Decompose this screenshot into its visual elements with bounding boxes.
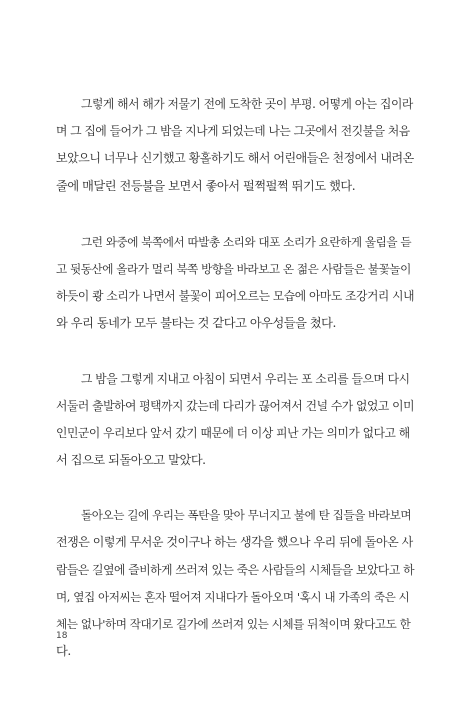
text-line: 람들은 길옆에 즐비하게 쓰러져 있는 죽은 사람들의 시체들을 보았다고 하 bbox=[56, 562, 415, 577]
paragraph-2 bbox=[56, 229, 414, 338]
text-line: 체는 없나'하며 작대기로 길가에 쓰러져 있는 시체를 뒤척이며 왔다고도 한 bbox=[56, 617, 411, 631]
body-text bbox=[56, 91, 414, 665]
page-number: 18 bbox=[56, 631, 68, 641]
text-line: 인민군이 우리보다 앞서 갔기 때문에 더 이상 피난 가는 의미가 없다고 해 bbox=[56, 425, 410, 440]
text-line: 보았으니 너무나 신기했고 황홀하기도 해서 어린애들은 천정에서 내려온 bbox=[56, 151, 414, 166]
text-line: 그런 와중에 북쪽에서 따발총 소리와 대포 소리가 요란하게 울림을 듣 bbox=[81, 234, 412, 249]
text-line: 서 집으로 되돌아오고 말았다. bbox=[56, 453, 206, 468]
text-line: 고 뒷동산에 올라가 멀리 북쪽 방향을 바라보고 온 젊은 사람들은 불꽃놀이 bbox=[56, 261, 411, 276]
paragraph-1 bbox=[56, 91, 414, 200]
text-line: 줄에 매달린 전등불을 보면서 좋아서 펄쩍펄쩍 뛰기도 했다. bbox=[56, 178, 356, 193]
text-line: 다. bbox=[56, 644, 71, 659]
paragraph-3 bbox=[56, 366, 414, 475]
text-line: 돌아오는 길에 우리는 폭탄을 맞아 무너지고 불에 탄 집들을 바라보며 bbox=[81, 508, 412, 523]
text-line: 그렇게 해서 해가 저물기 전에 도착한 곳이 부평. 어떻게 아는 집이라 bbox=[81, 97, 413, 111]
text-line: 며, 옆집 아저씨는 혼자 떨어져 지내다가 돌아오며 '혹시 내 가족의 죽은 시 bbox=[56, 589, 410, 604]
text-line: 그 밤을 그렇게 지내고 아침이 되면서 우리는 포 소리를 들으며 다시 bbox=[81, 371, 410, 386]
text-line: 하듯이 쾅 소리가 나면서 불꽃이 피어오르는 모습에 아마도 조강거리 시내 bbox=[56, 289, 415, 304]
text-line: 와 우리 동네가 모두 불타는 것 같다고 아우성들을 쳤다. bbox=[56, 316, 336, 331]
text-line: 서둘러 출발하여 평택까지 갔는데 다리가 끊어져서 건널 수가 없었고 이미 bbox=[56, 398, 415, 413]
text-line: 전쟁은 이렇게 무서운 것이구나 하는 생각을 했으나 우리 뒤에 돌아온 사 bbox=[56, 535, 413, 550]
paragraph-4 bbox=[56, 502, 414, 665]
text-line: 며 그 집에 들어가 그 밤을 지나게 되었는데 나는 그곳에서 전깃불을 처음 bbox=[56, 124, 410, 139]
